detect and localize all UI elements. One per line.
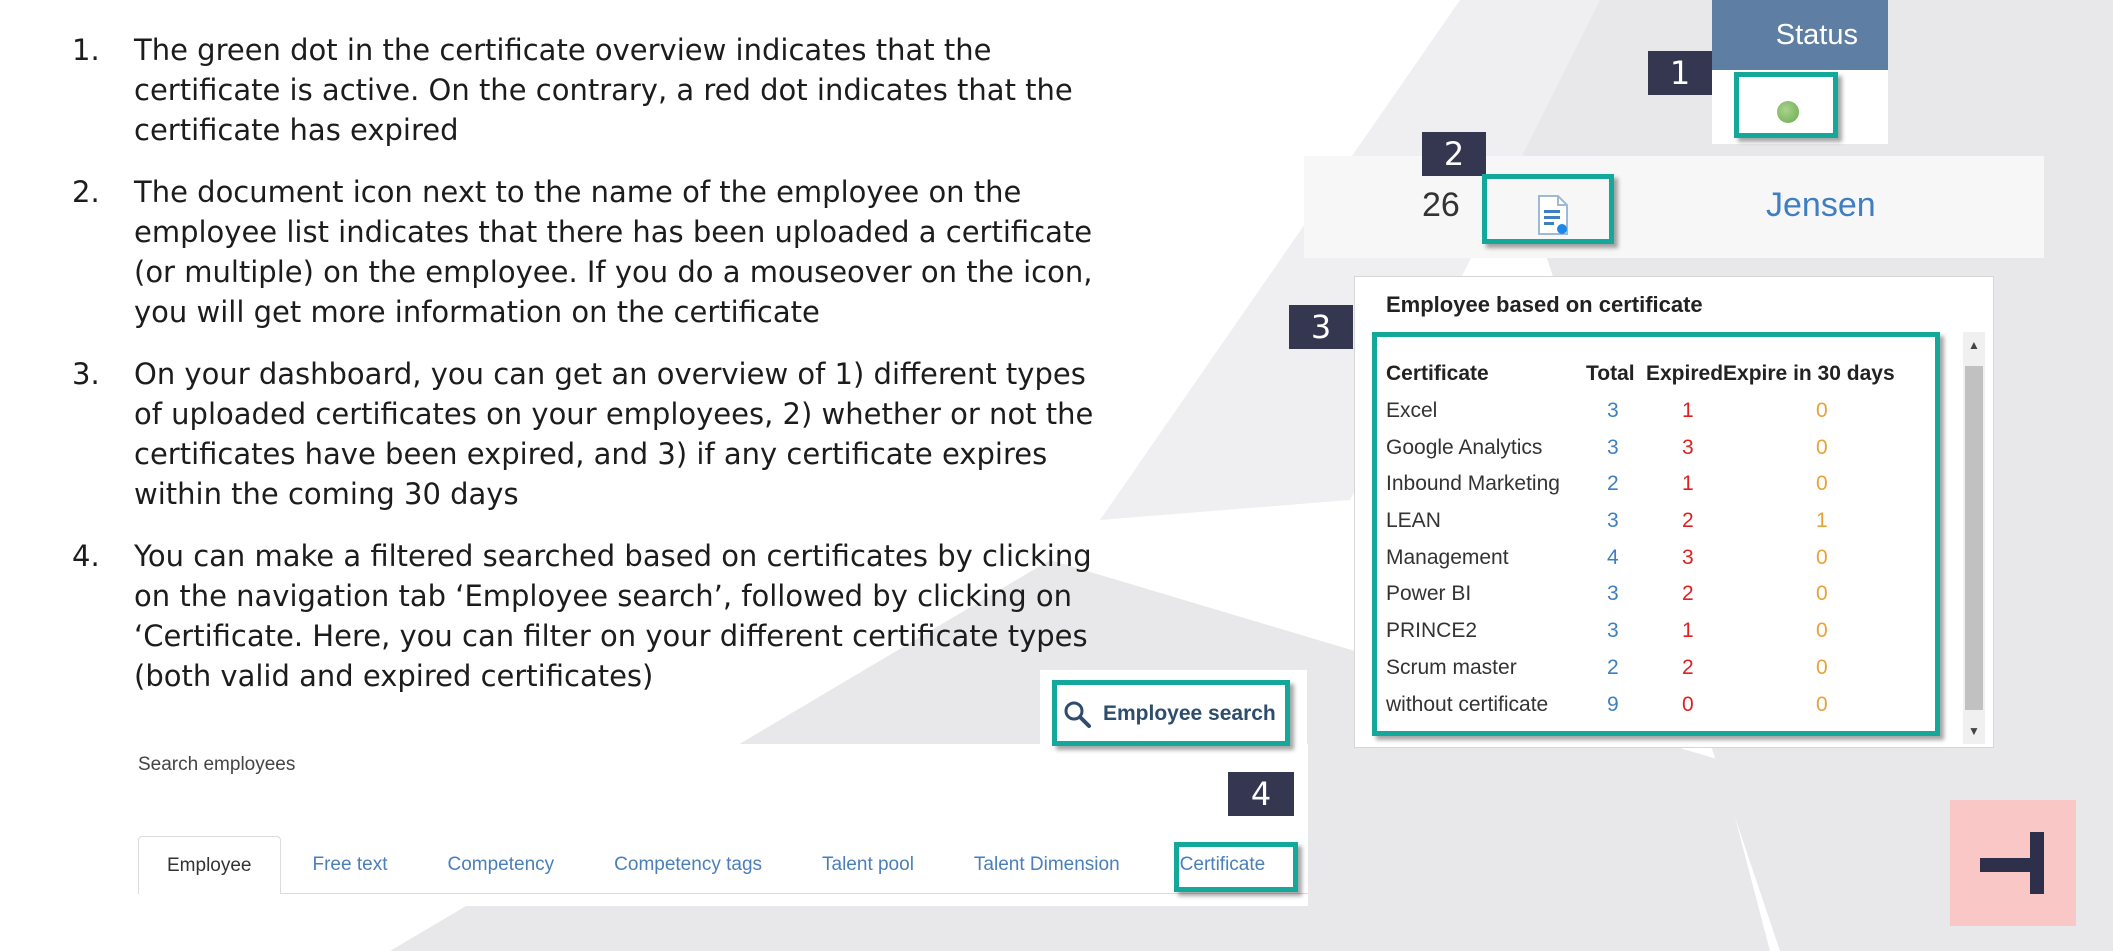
step-badge-2: 2 — [1422, 132, 1486, 176]
instruction-number: 1. — [72, 33, 100, 67]
tab-employee[interactable]: Employee — [138, 836, 281, 894]
header-certificate: Certificate — [1386, 362, 1489, 386]
instruction-item — [72, 536, 1102, 696]
instruction-number: 4. — [72, 539, 100, 573]
step-badge-4: 4 — [1228, 772, 1294, 816]
employee-number: 26 — [1422, 186, 1460, 224]
cell-certificate-name: LEAN — [1386, 509, 1441, 533]
cell-expired: 1 — [1682, 619, 1694, 643]
instruction-text: The document icon next to the name of the employee on the employee list indicates that there has been uploaded a certificate (or multiple) on the employee. If you do a mouseover on the icon, you will get more information on the certificate — [134, 175, 1093, 329]
employee-search-tab[interactable]: Employee search — [1103, 702, 1276, 725]
instruction-item — [72, 172, 1102, 332]
cell-expire-30-days: 1 — [1816, 509, 1828, 533]
header-total: Total — [1586, 362, 1635, 386]
cell-certificate-name: Power BI — [1386, 582, 1472, 606]
cell-total: 4 — [1607, 545, 1619, 569]
cell-expire-30-days: 0 — [1816, 545, 1828, 569]
logo-mark-icon — [1950, 800, 2076, 926]
cell-certificate-name: Scrum master — [1386, 655, 1517, 679]
tab-talent-dimension[interactable]: Talent Dimension — [973, 854, 1120, 875]
step-badge-3: 3 — [1289, 305, 1353, 349]
cell-expire-30-days: 0 — [1816, 655, 1828, 679]
status-column-header: Status — [1712, 0, 1888, 70]
cell-expired: 1 — [1682, 472, 1694, 496]
tab-certificate[interactable]: Certificate — [1179, 854, 1266, 875]
cell-expired: 0 — [1682, 692, 1694, 716]
instruction-list — [72, 30, 1102, 718]
instruction-number: 2. — [72, 175, 100, 209]
instruction-text: The green dot in the certificate overview indicates that the certificate is active. On the contrary, a red dot indicates that the certificate has expired — [134, 33, 1073, 147]
instruction-item — [72, 30, 1102, 150]
instruction-text: On your dashboard, you can get an overview of 1) different types of uploaded certificates on your employees, 2) whether or not the certificates have been expired, and 3) if any certificate expires within the coming 30 days — [134, 357, 1094, 511]
header-expire-30-days: Expire in 30 days — [1723, 362, 1895, 386]
cell-certificate-name: without certificate — [1386, 692, 1549, 716]
cell-expired: 3 — [1682, 435, 1694, 459]
cell-total: 3 — [1607, 399, 1619, 423]
search-icon[interactable] — [1062, 699, 1092, 729]
cell-expire-30-days: 0 — [1816, 582, 1828, 606]
search-tabs — [138, 836, 1293, 894]
cell-expired: 2 — [1682, 582, 1694, 606]
highlight-certificate-tab — [1174, 842, 1298, 892]
brand-logo — [1950, 800, 2076, 926]
cell-expired: 2 — [1682, 655, 1694, 679]
search-employees-label: Search employees — [138, 754, 296, 775]
table-scrollbar[interactable] — [1963, 332, 1985, 744]
cell-certificate-name: Inbound Marketing — [1386, 472, 1560, 496]
highlight-status-dot — [1734, 72, 1838, 138]
cell-expire-30-days: 0 — [1816, 472, 1828, 496]
employee-name-link[interactable]: Jensen — [1766, 186, 1876, 224]
scroll-thumb[interactable] — [1965, 366, 1983, 710]
cell-expire-30-days: 0 — [1816, 692, 1828, 716]
cell-expire-30-days: 0 — [1816, 435, 1828, 459]
cell-total: 3 — [1607, 582, 1619, 606]
cell-total: 3 — [1607, 435, 1619, 459]
instruction-number: 3. — [72, 357, 100, 391]
cell-certificate-name: Google Analytics — [1386, 435, 1543, 459]
highlight-document-icon — [1482, 174, 1614, 244]
tab-free-text[interactable]: Free text — [312, 854, 388, 875]
cell-certificate-name: PRINCE2 — [1386, 619, 1478, 643]
step-badge-1: 1 — [1648, 51, 1712, 95]
cell-total: 3 — [1607, 509, 1619, 533]
cell-expire-30-days: 0 — [1816, 399, 1828, 423]
cell-expire-30-days: 0 — [1816, 619, 1828, 643]
header-expired: Expired — [1646, 362, 1724, 386]
cell-expired: 2 — [1682, 509, 1694, 533]
employee-list-row[interactable] — [1304, 156, 2044, 258]
highlight-certificate-table — [1372, 332, 1940, 736]
cell-total: 2 — [1607, 655, 1619, 679]
scroll-down-arrow-icon[interactable]: ▼ — [1968, 724, 1980, 738]
cell-total: 9 — [1607, 692, 1619, 716]
cell-total: 2 — [1607, 472, 1619, 496]
cell-expired: 1 — [1682, 399, 1694, 423]
cell-total: 3 — [1607, 619, 1619, 643]
cell-certificate-name: Excel — [1386, 399, 1438, 423]
tab-competency-tags[interactable]: Competency tags — [614, 854, 763, 875]
scroll-up-arrow-icon[interactable]: ▲ — [1968, 338, 1980, 352]
cell-expired: 3 — [1682, 545, 1694, 569]
instruction-item — [72, 354, 1102, 514]
widget-title: Employee based on certificate — [1386, 292, 1703, 317]
tab-talent-pool[interactable]: Talent pool — [822, 854, 914, 875]
cell-certificate-name: Management — [1386, 545, 1509, 569]
tab-competency[interactable]: Competency — [447, 854, 555, 875]
instruction-text: You can make a filtered searched based on certificates by clicking on the navigation tab ‘Employee search’, followed by clicking on ‘Certificate. Here, you can filter on your different certificate types (both valid and expired certificates) — [134, 539, 1092, 693]
